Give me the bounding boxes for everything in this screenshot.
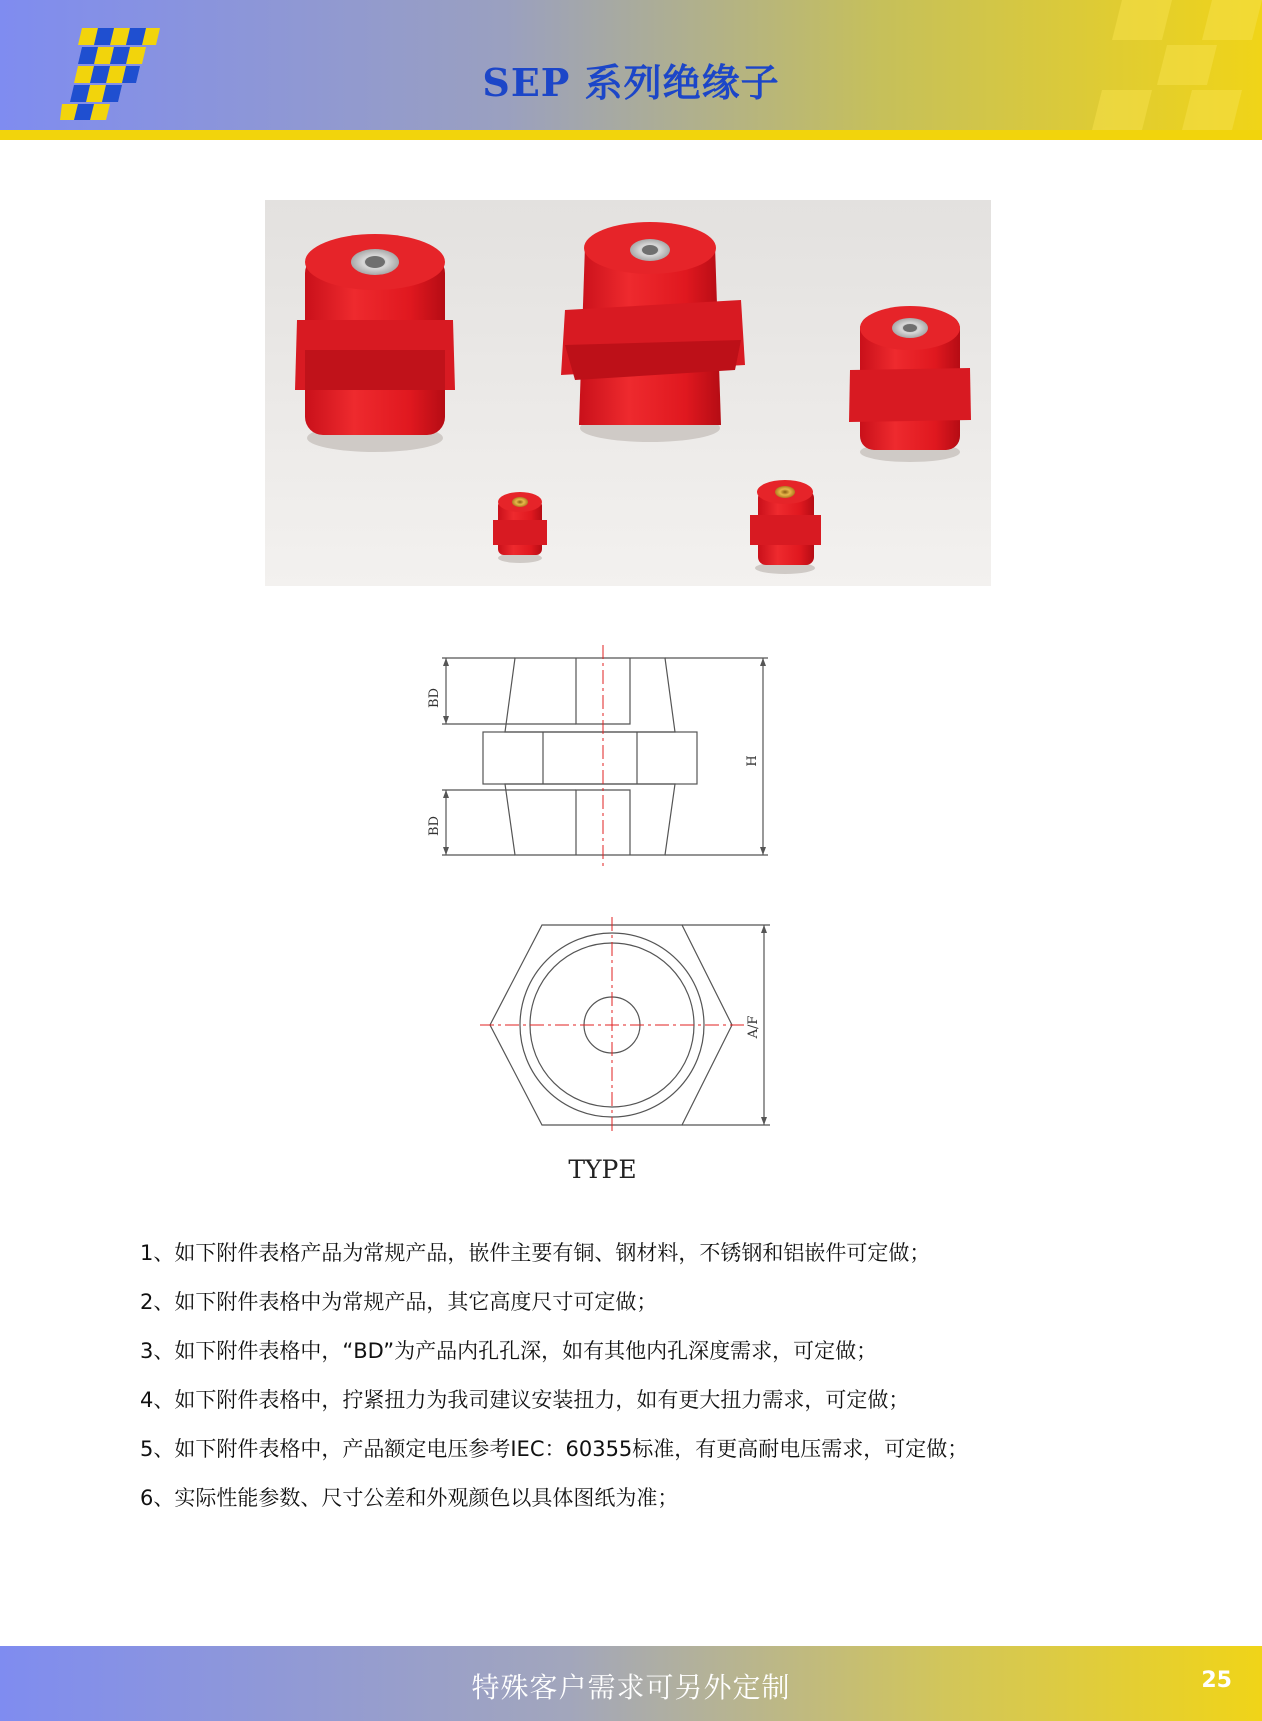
af-label: A/F [746,1015,761,1039]
header-stripe [0,130,1262,140]
insulator-small-left [493,492,547,563]
bd-bottom-label: BD [427,816,442,836]
note-item: 3、如下附件表格中，“BD”为产品内孔孔深，如有其他内孔深度需求，可定做； [140,1339,878,1363]
product-photo [265,200,991,586]
note-item: 1、如下附件表格产品为常规产品，嵌件主要有铜、钢材料，不锈钢和铝嵌件可定做； [140,1241,931,1265]
page-footer [0,1646,1262,1721]
page-title: SEP 系列绝缘子 [482,60,780,105]
page-header [0,0,1262,140]
top-view-drawing [470,915,780,1135]
h-label: H [745,755,760,767]
bd-top-label: BD [427,688,442,708]
footer-slogan: 特殊客户需求可另外定制 [471,1671,791,1704]
note-item: 5、如下附件表格中，产品额定电压参考IEC：60355标准，有更高耐电压需求，可定做； [140,1437,969,1461]
insulator-large-left [295,234,455,452]
side-view-drawing [420,640,780,875]
type-label: TYPE [568,1155,637,1184]
insulator-small-right [750,480,821,574]
notes-list [140,1238,1150,1532]
insulator-medium-right [849,306,971,462]
page-number: 25 [1201,1668,1232,1693]
note-item: 2、如下附件表格中为常规产品，其它高度尺寸可定做； [140,1290,658,1314]
note-item: 4、如下附件表格中，拧紧扭力为我司建议安装扭力，如有更大扭力需求，可定做； [140,1388,910,1412]
note-item: 6、实际性能参数、尺寸公差和外观颜色以具体图纸为准； [140,1486,679,1510]
